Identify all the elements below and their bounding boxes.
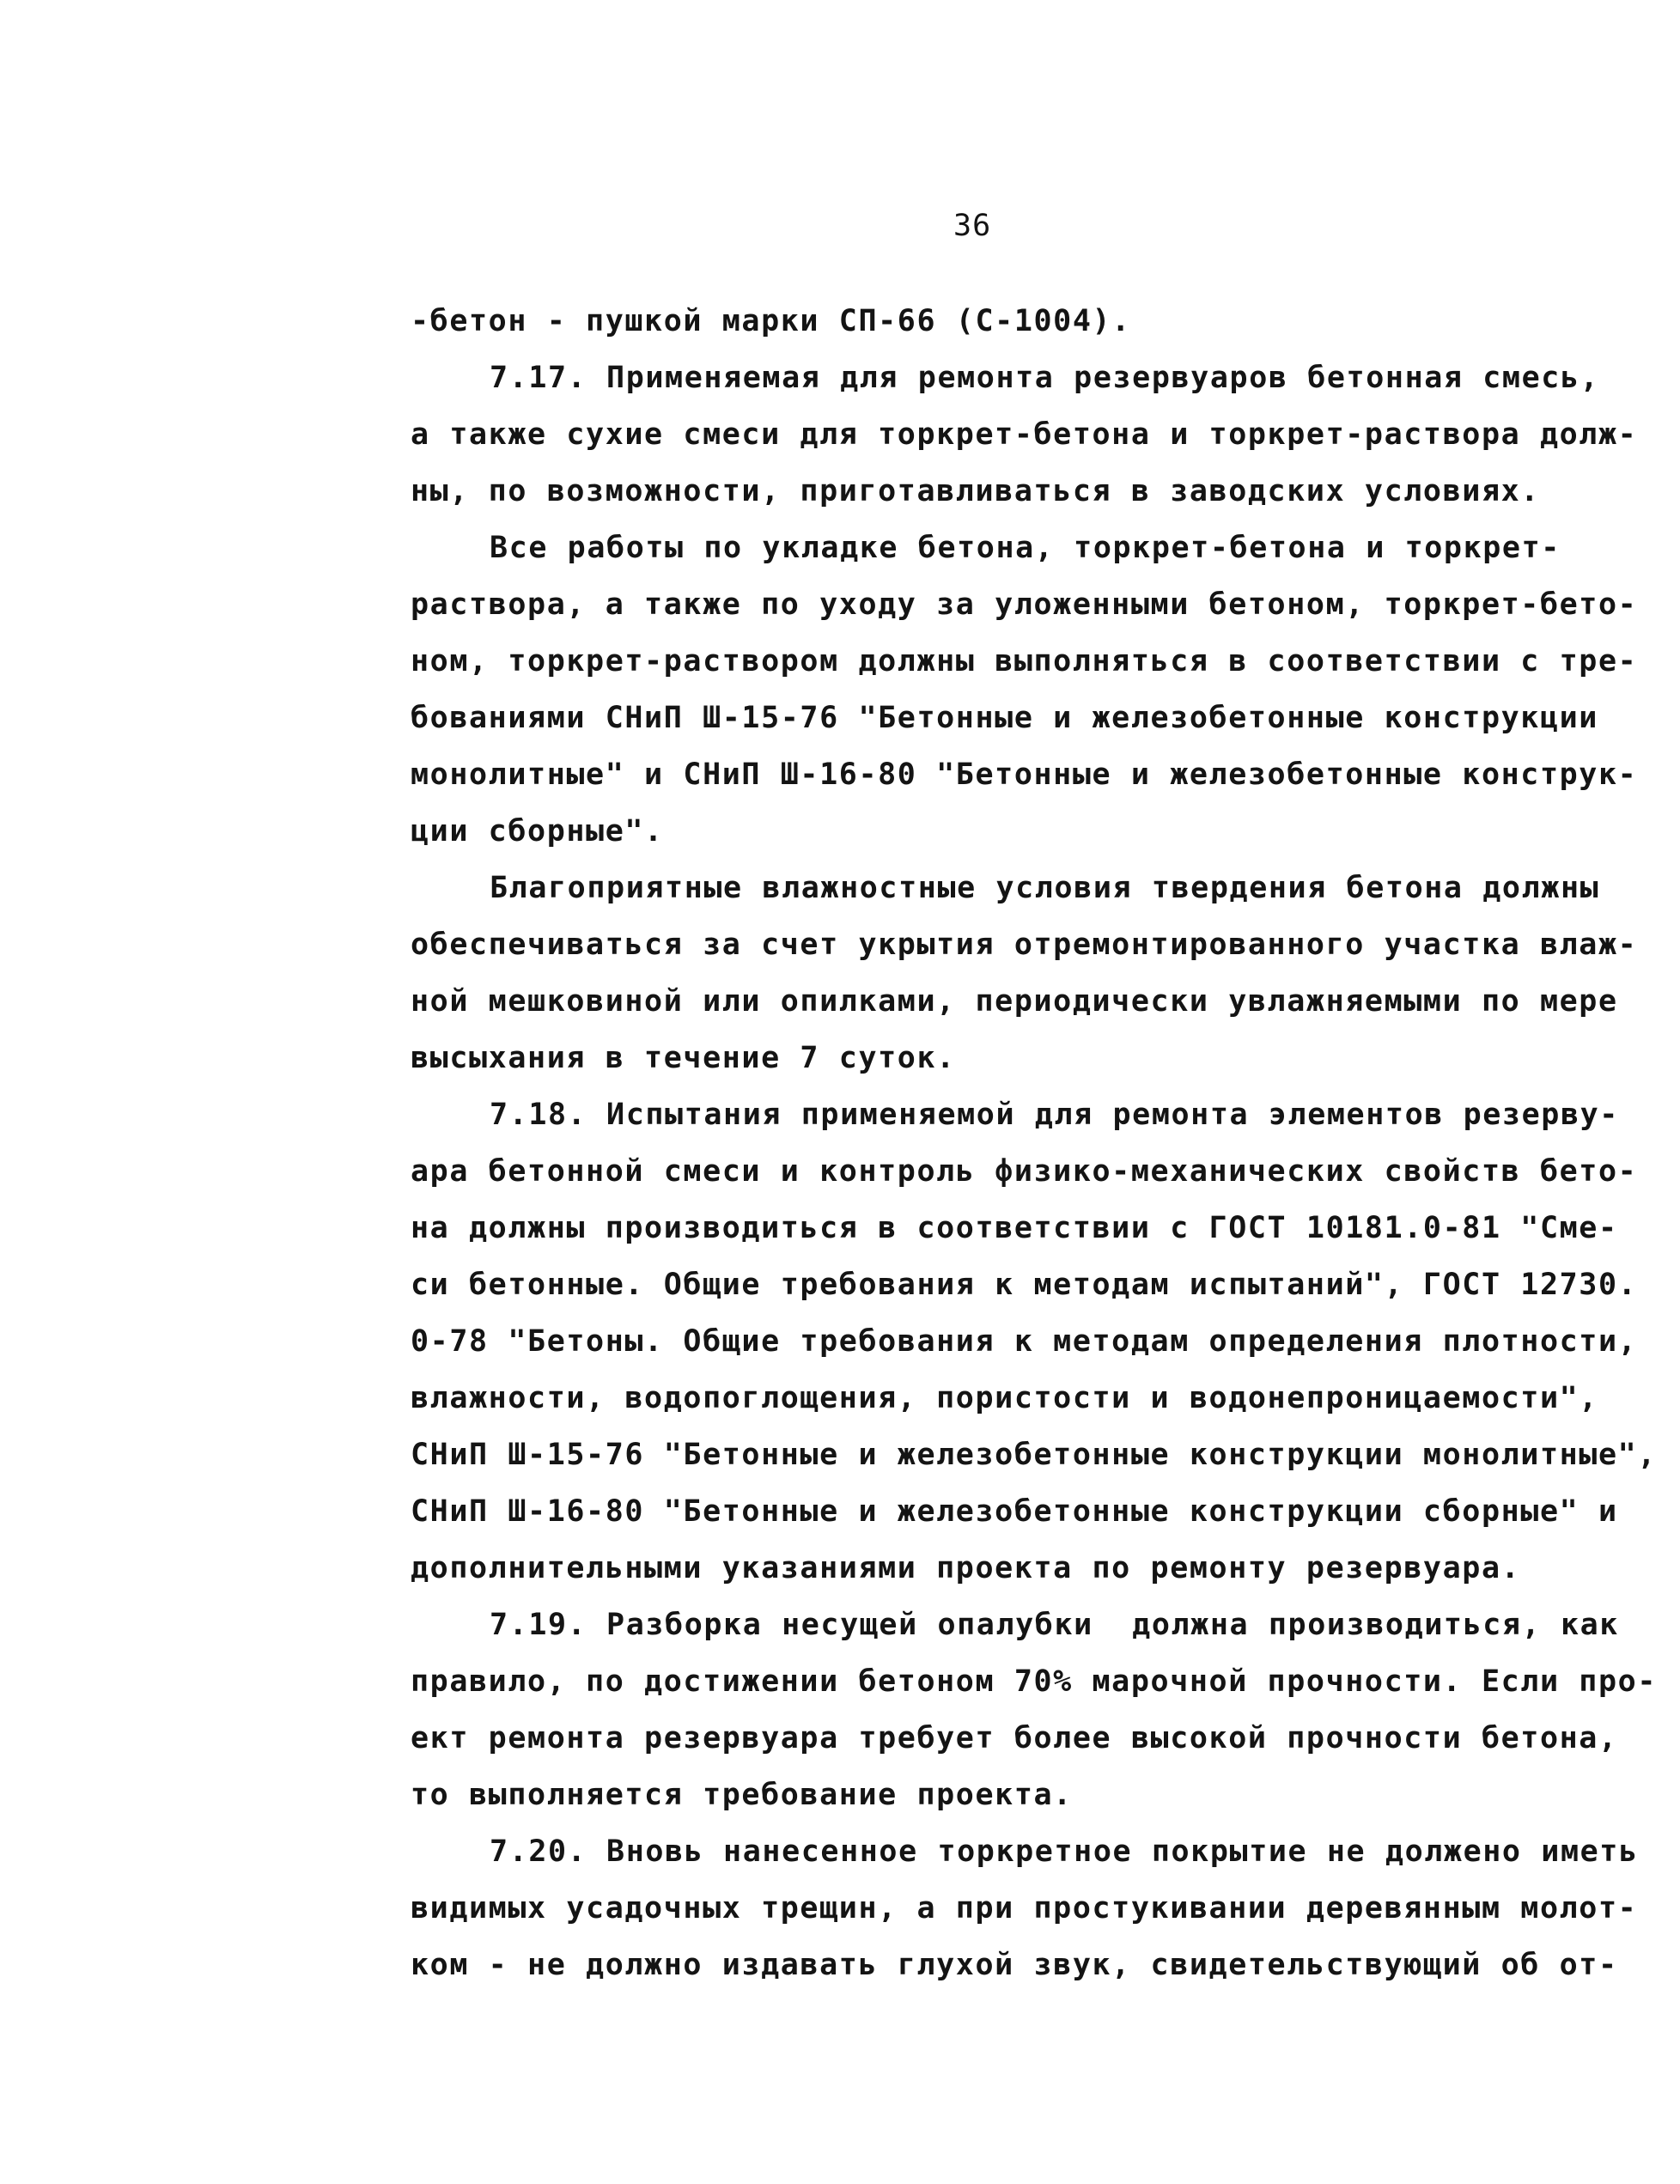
text-line: бованиями СНиП Ш-15-76 "Бетонные и железобетонные конструкции xyxy=(411,701,1598,735)
text-line: ном, торкрет-раствором должны выполняться в соответствии с тре- xyxy=(411,644,1638,678)
text-line: высыхания в течение 7 суток. xyxy=(411,1041,956,1075)
text-line: СНиП Ш-15-76 "Бетонные и железобетонные конструкции монолитные", xyxy=(411,1438,1657,1472)
text-line: то выполняется требование проекта. xyxy=(411,1778,1073,1812)
text-line: ком - не должно издавать глухой звук, свидетельствующий об от- xyxy=(411,1948,1618,1982)
text-line: дополнительными указаниями проекта по ремонту резервуара. xyxy=(411,1551,1521,1585)
text-line: ара бетонной смеси и контроль физико-механических свойств бето- xyxy=(411,1154,1638,1189)
text-line: влажности, водопоглощения, пористости и водонепроницаемости", xyxy=(411,1381,1598,1415)
text-line: -бетон - пушкой марки СП-66 (С-1004). xyxy=(411,304,1131,338)
page-number: 36 xyxy=(953,209,992,243)
text-line: СНиП Ш-16-80 "Бетонные и железобетонные конструкции сборные" и xyxy=(411,1494,1618,1529)
text-line: 7.19. Разборка несущей опалубки должна производиться, как xyxy=(490,1608,1619,1642)
text-line: правило, по достижении бетоном 70% марочной прочности. Если про- xyxy=(411,1664,1657,1699)
text-line: ны, по возможности, приготавливаться в заводских условиях. xyxy=(411,474,1540,508)
text-line: си бетонные. Общие требования к методам испытаний", ГОСТ 12730. xyxy=(411,1268,1638,1302)
text-line: 7.20. Вновь нанесенное торкретное покрытие не должено иметь xyxy=(490,1834,1639,1869)
text-line: ной мешковиной или опилками, периодически увлажняемыми по мере xyxy=(411,984,1618,1019)
text-line: ции сборные". xyxy=(411,814,664,849)
text-line: на должны производиться в соответствии с ГОСТ 10181.0-81 "Сме- xyxy=(411,1211,1618,1245)
text-line: 0-78 "Бетоны. Общие требования к методам определения плотности, xyxy=(411,1324,1638,1359)
text-line: 7.18. Испытания применяемой для ремонта элементов резерву- xyxy=(490,1098,1619,1132)
text-line: а также сухие смеси для торкрет-бетона и торкрет-раствора долж- xyxy=(411,417,1638,452)
text-line: монолитные" и СНиП Ш-16-80 "Бетонные и железобетонные конструк- xyxy=(411,757,1638,792)
text-line: раствора, а также по уходу за уложенными бетоном, торкрет-бето- xyxy=(411,587,1638,622)
text-line: Все работы по укладке бетона, торкрет-бетона и торкрет- xyxy=(490,531,1561,565)
text-line: видимых усадочных трещин, а при простукивании деревянным молот- xyxy=(411,1891,1638,1925)
text-line: обеспечиваться за счет укрытия отремонтированного участка влаж- xyxy=(411,928,1638,962)
text-line: ект ремонта резервуара требует более высокой прочности бетона, xyxy=(411,1721,1618,1755)
text-line: Благоприятные влажностные условия твердения бетона должны xyxy=(490,871,1600,905)
text-line: 7.17. Применяемая для ремонта резервуаров бетонная смесь, xyxy=(490,361,1600,395)
